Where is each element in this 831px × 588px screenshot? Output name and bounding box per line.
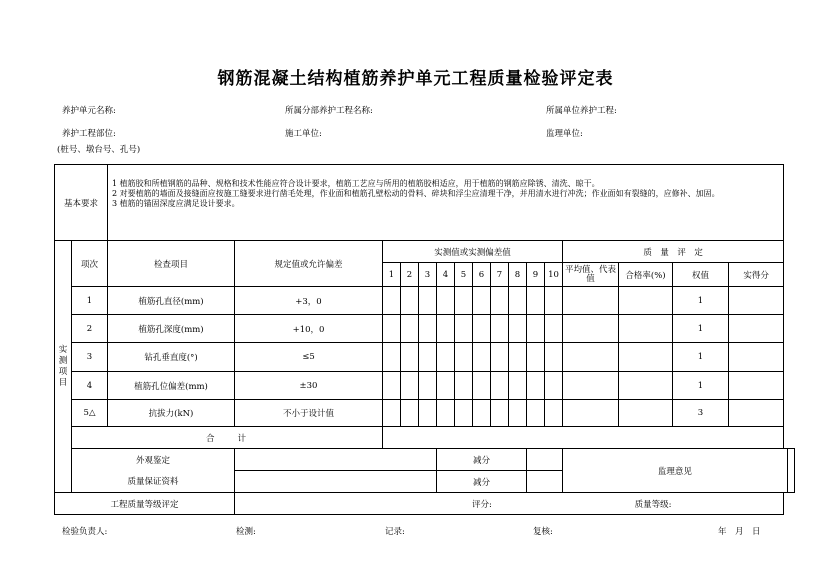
reviewer-label: 复核: <box>533 527 553 537</box>
page-title: 钢筋混凝土结构植筋养护单元工程质量检验评定表 <box>217 69 614 89</box>
avg-cell[interactable] <box>563 315 619 343</box>
supervision-label: 监理单位: <box>546 129 583 139</box>
row-spec: +3，0 <box>235 287 383 315</box>
score-label: 评分: <box>472 499 492 510</box>
measure-cell[interactable] <box>491 400 509 427</box>
measure-cell[interactable] <box>455 315 473 343</box>
deduct-label-1: 减分 <box>437 449 527 471</box>
date-label: 年 月 日 <box>718 527 761 537</box>
measure-cell[interactable] <box>527 372 545 400</box>
row-item: 植筋孔深度(mm) <box>108 315 235 343</box>
measure-cell[interactable] <box>509 287 527 315</box>
requirement-3: 3 植筋的锚固深度应满足设计要求。 <box>112 199 240 208</box>
row-weight: 1 <box>673 315 729 343</box>
location-note: (桩号、墩台号、孔号) <box>57 145 141 155</box>
measure-cell[interactable] <box>473 400 491 427</box>
col-spec-header: 规定值或允许偏差 <box>235 241 383 287</box>
measure-cell[interactable] <box>455 372 473 400</box>
measure-cell[interactable] <box>455 343 473 372</box>
supervision-opinion-value[interactable] <box>787 449 794 493</box>
avg-cell[interactable] <box>563 400 619 427</box>
table-row <box>55 400 795 427</box>
deduct-value-2[interactable] <box>527 471 563 493</box>
row-weight: 3 <box>673 400 729 427</box>
row-item: 抗拔力(kN) <box>108 400 235 427</box>
rate-cell[interactable] <box>619 400 673 427</box>
measure-cell[interactable] <box>491 315 509 343</box>
measure-cell[interactable] <box>437 315 455 343</box>
measure-cell[interactable] <box>527 315 545 343</box>
row-no: 1 <box>72 287 108 315</box>
table-row <box>55 315 795 343</box>
total-cell[interactable] <box>383 427 784 449</box>
measure-cell[interactable] <box>383 287 401 315</box>
row-item: 钻孔垂直度(°) <box>108 343 235 372</box>
measure-cell[interactable] <box>509 315 527 343</box>
evaluation-table <box>54 164 795 515</box>
rate-cell[interactable] <box>619 315 673 343</box>
avg-cell[interactable] <box>563 343 619 372</box>
inspector-label: 检验负责人: <box>62 527 108 537</box>
measure-cell[interactable] <box>545 343 563 372</box>
measure-cell[interactable] <box>419 372 437 400</box>
requirement-2: 2 对要植筋的墙面及接缝面应按施工缝要求进行凿毛处理，作业面和植筋孔壁松动的骨料、碎块和浮尘应清理干净，并用清水进行冲洗；作业面如有裂缝的，应修补、加固。 <box>112 189 720 198</box>
rate-cell[interactable] <box>619 343 673 372</box>
measure-cell[interactable] <box>437 372 455 400</box>
measure-col-6: 6 <box>473 263 491 287</box>
quality-docs-value[interactable] <box>235 471 437 493</box>
supervision-opinion-label: 监理意见 <box>563 449 788 493</box>
rate-cell[interactable] <box>619 372 673 400</box>
quality-docs-label: 质量保证资料 <box>72 471 235 493</box>
row-spec: 不小于设计值 <box>235 400 383 427</box>
grade-label: 质量等级: <box>634 499 672 510</box>
org-label: 所属单位养护工程: <box>546 106 617 116</box>
row-weight: 1 <box>673 287 729 315</box>
row-spec: ≤5 <box>235 343 383 372</box>
tester-label: 检测: <box>236 527 256 537</box>
measure-cell[interactable] <box>383 372 401 400</box>
score-cell[interactable] <box>729 372 784 400</box>
table-row <box>55 372 795 400</box>
measure-col-8: 8 <box>509 263 527 287</box>
avg-cell[interactable] <box>563 372 619 400</box>
measure-cell[interactable] <box>527 287 545 315</box>
measure-cell[interactable] <box>401 400 419 427</box>
measure-cell[interactable] <box>527 400 545 427</box>
measure-cell[interactable] <box>455 287 473 315</box>
score-cell[interactable] <box>729 400 784 427</box>
measure-col-10: 10 <box>545 263 563 287</box>
deduct-label-2: 减分 <box>437 471 527 493</box>
measure-cell[interactable] <box>545 400 563 427</box>
basic-requirements-text <box>108 165 784 241</box>
measure-cell[interactable] <box>437 287 455 315</box>
measure-cell[interactable] <box>419 343 437 372</box>
measure-cell[interactable] <box>383 400 401 427</box>
row-no: 4 <box>72 372 108 400</box>
row-spec: +10，0 <box>235 315 383 343</box>
table-row <box>55 343 795 372</box>
measure-cell[interactable] <box>383 343 401 372</box>
division-label: 所属分部养护工程名称: <box>285 106 373 116</box>
measure-cell[interactable] <box>473 372 491 400</box>
col-weight-header: 权值 <box>673 263 729 287</box>
measure-cell[interactable] <box>419 287 437 315</box>
measure-cell[interactable] <box>491 287 509 315</box>
measure-cell[interactable] <box>509 372 527 400</box>
measure-col-5: 5 <box>455 263 473 287</box>
measure-col-9: 9 <box>527 263 545 287</box>
measure-cell[interactable] <box>419 400 437 427</box>
measure-col-7: 7 <box>491 263 509 287</box>
row-spec: ±30 <box>235 372 383 400</box>
appearance-label: 外观鉴定 <box>72 449 235 471</box>
measure-cell[interactable] <box>545 315 563 343</box>
measure-cell[interactable] <box>509 343 527 372</box>
location-label: 养护工程部位: <box>62 129 116 139</box>
measure-cell[interactable] <box>509 400 527 427</box>
total-label: 合 计 <box>72 427 383 449</box>
measure-cell[interactable] <box>473 343 491 372</box>
row-no: 3 <box>72 343 108 372</box>
col-measured-header: 实测值或实测偏差值 <box>383 241 563 263</box>
col-score-header: 实得分 <box>729 263 784 287</box>
row-item: 植筋孔位偏差(mm) <box>108 372 235 400</box>
measure-cell[interactable] <box>401 372 419 400</box>
measure-col-3: 3 <box>419 263 437 287</box>
row-no: 2 <box>72 315 108 343</box>
row-item: 植筋孔直径(mm) <box>108 287 235 315</box>
measure-cell[interactable] <box>455 400 473 427</box>
measure-cell[interactable] <box>383 315 401 343</box>
grade-eval-label: 工程质量等级评定 <box>55 493 235 515</box>
score-cell[interactable] <box>729 315 784 343</box>
appearance-value[interactable] <box>235 449 437 471</box>
basic-requirements-label: 基本要求 <box>55 165 108 241</box>
measure-cell[interactable] <box>437 400 455 427</box>
col-rate-header: 合格率(%) <box>619 263 673 287</box>
deduct-value-1[interactable] <box>527 449 563 471</box>
col-avg-header: 平均值、代表值 <box>563 263 619 287</box>
score-cell[interactable] <box>729 343 784 372</box>
unit-name-label: 养护单元名称: <box>62 106 116 116</box>
row-no: 5△ <box>72 400 108 427</box>
measure-cell[interactable] <box>545 372 563 400</box>
avg-cell[interactable] <box>563 287 619 315</box>
row-weight: 1 <box>673 372 729 400</box>
table-row <box>55 287 795 315</box>
measure-cell[interactable] <box>491 372 509 400</box>
measure-cell[interactable] <box>437 343 455 372</box>
measure-cell[interactable] <box>401 315 419 343</box>
rate-cell[interactable] <box>619 287 673 315</box>
measure-cell[interactable] <box>491 343 509 372</box>
measure-cell[interactable] <box>473 315 491 343</box>
col-quality-header: 质 量 评 定 <box>563 241 784 263</box>
measure-cell[interactable] <box>527 343 545 372</box>
recorder-label: 记录: <box>385 527 405 537</box>
measure-cell[interactable] <box>473 287 491 315</box>
grade-eval-cell[interactable] <box>235 493 784 515</box>
col-item-header: 检查项目 <box>108 241 235 287</box>
section-label: 实测项目 <box>55 241 72 493</box>
measure-cell[interactable] <box>401 287 419 315</box>
measure-cell[interactable] <box>401 343 419 372</box>
measure-col-4: 4 <box>437 263 455 287</box>
measure-col-1: 1 <box>383 263 401 287</box>
measure-cell[interactable] <box>419 315 437 343</box>
construction-label: 施工单位: <box>285 129 322 139</box>
score-cell[interactable] <box>729 287 784 315</box>
requirement-1: 1 植筋胶和所植钢筋的品种、规格和技术性能应符合设计要求，植筋工艺应与所用的植筋胶相适应，用于植筋的钢筋应除锈、清洗、晾干。 <box>112 179 600 188</box>
measure-cell[interactable] <box>545 287 563 315</box>
col-no-header: 项次 <box>72 241 108 287</box>
measure-col-2: 2 <box>401 263 419 287</box>
row-weight: 1 <box>673 343 729 372</box>
